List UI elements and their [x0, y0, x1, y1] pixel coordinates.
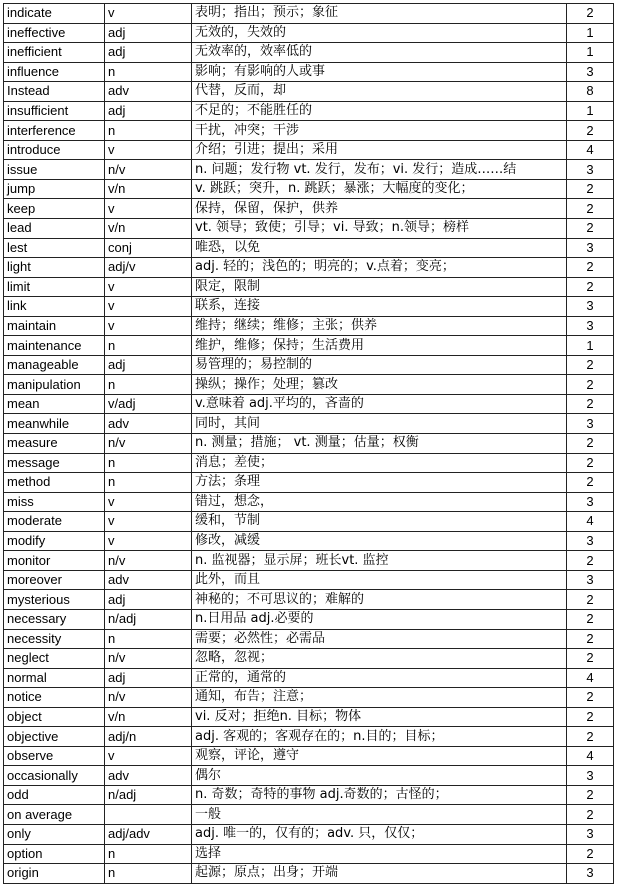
table-row [4, 277, 614, 297]
part-of-speech-cell: n/v [105, 688, 192, 708]
word-cell: influence [4, 62, 105, 82]
frequency-cell: 2 [567, 199, 614, 219]
frequency-cell: 4 [567, 746, 614, 766]
word-cell: lest [4, 238, 105, 258]
word-cell: on average [4, 805, 105, 825]
table-row [4, 82, 614, 102]
word-cell: necessary [4, 609, 105, 629]
meaning-cell: 缓和，节制 [192, 512, 567, 532]
table-row [4, 316, 614, 336]
word-cell: jump [4, 179, 105, 199]
meaning-cell: 维护，维修；保持；生活费用 [192, 336, 567, 356]
table-row [4, 179, 614, 199]
frequency-cell: 2 [567, 688, 614, 708]
part-of-speech-cell: v [105, 512, 192, 532]
meaning-cell: n. 监视器；显示屏；班长vt. 监控 [192, 551, 567, 571]
meaning-cell: 不足的；不能胜任的 [192, 101, 567, 121]
part-of-speech-cell: v [105, 297, 192, 317]
word-cell: insufficient [4, 101, 105, 121]
part-of-speech-cell: n [105, 844, 192, 864]
meaning-cell: 观察，评论，遵守 [192, 746, 567, 766]
meaning-cell: 易管理的；易控制的 [192, 355, 567, 375]
table-row [4, 199, 614, 219]
frequency-cell: 2 [567, 355, 614, 375]
frequency-cell: 2 [567, 4, 614, 24]
table-row [4, 160, 614, 180]
frequency-cell: 2 [567, 590, 614, 610]
word-cell: Instead [4, 82, 105, 102]
frequency-cell: 3 [567, 766, 614, 786]
meaning-cell: 同时，其间 [192, 414, 567, 434]
part-of-speech-cell: v [105, 140, 192, 160]
word-cell: inefficient [4, 43, 105, 63]
word-cell: modify [4, 531, 105, 551]
frequency-cell: 2 [567, 727, 614, 747]
frequency-cell: 3 [567, 414, 614, 434]
word-cell: odd [4, 785, 105, 805]
meaning-cell: 影响；有影响的人或事 [192, 62, 567, 82]
part-of-speech-cell: n [105, 121, 192, 141]
part-of-speech-cell: v [105, 746, 192, 766]
word-cell: object [4, 707, 105, 727]
meaning-cell: 神秘的；不可思议的；难解的 [192, 590, 567, 610]
frequency-cell: 3 [567, 824, 614, 844]
part-of-speech-cell: adj [105, 23, 192, 43]
frequency-cell: 2 [567, 707, 614, 727]
table-row [4, 805, 614, 825]
frequency-cell: 1 [567, 101, 614, 121]
meaning-cell: 操纵；操作；处理；篡改 [192, 375, 567, 395]
word-cell: indicate [4, 4, 105, 24]
table-row [4, 219, 614, 239]
meaning-cell: 此外，而且 [192, 570, 567, 590]
vocabulary-table [3, 3, 614, 884]
word-cell: observe [4, 746, 105, 766]
meaning-cell: vi. 反对；拒绝n. 目标；物体 [192, 707, 567, 727]
part-of-speech-cell: v [105, 4, 192, 24]
table-row [4, 707, 614, 727]
frequency-cell: 2 [567, 844, 614, 864]
part-of-speech-cell: adj [105, 43, 192, 63]
word-cell: moderate [4, 512, 105, 532]
table-row [4, 844, 614, 864]
table-row [4, 609, 614, 629]
word-cell: mysterious [4, 590, 105, 610]
frequency-cell: 3 [567, 316, 614, 336]
meaning-cell: 代替，反而，却 [192, 82, 567, 102]
table-row [4, 355, 614, 375]
word-cell: measure [4, 434, 105, 454]
meaning-cell: 介绍；引进；提出；采用 [192, 140, 567, 160]
table-row [4, 824, 614, 844]
table-row [4, 4, 614, 24]
table-row [4, 551, 614, 571]
frequency-cell: 3 [567, 864, 614, 884]
part-of-speech-cell: v/adj [105, 394, 192, 414]
frequency-cell: 3 [567, 160, 614, 180]
table-row [4, 336, 614, 356]
meaning-cell: 错过，想念， [192, 492, 567, 512]
part-of-speech-cell: n [105, 375, 192, 395]
word-cell: method [4, 473, 105, 493]
table-row [4, 434, 614, 454]
frequency-cell: 3 [567, 238, 614, 258]
table-row [4, 512, 614, 532]
meaning-cell: 需要；必然性；必需品 [192, 629, 567, 649]
table-row [4, 492, 614, 512]
word-cell: manipulation [4, 375, 105, 395]
frequency-cell: 3 [567, 570, 614, 590]
frequency-cell: 2 [567, 473, 614, 493]
frequency-cell: 2 [567, 805, 614, 825]
frequency-cell: 2 [567, 277, 614, 297]
word-cell: miss [4, 492, 105, 512]
word-cell: objective [4, 727, 105, 747]
frequency-cell: 3 [567, 492, 614, 512]
frequency-cell: 4 [567, 668, 614, 688]
meaning-cell: v.意味着 adj.平均的，吝啬的 [192, 394, 567, 414]
meaning-cell: 消息；差使； [192, 453, 567, 473]
frequency-cell: 1 [567, 336, 614, 356]
frequency-cell: 3 [567, 297, 614, 317]
table-row [4, 688, 614, 708]
part-of-speech-cell: v [105, 316, 192, 336]
word-cell: neglect [4, 649, 105, 669]
part-of-speech-cell: n/v [105, 160, 192, 180]
table-row [4, 23, 614, 43]
table-row [4, 727, 614, 747]
part-of-speech-cell: n/v [105, 649, 192, 669]
part-of-speech-cell: n [105, 629, 192, 649]
table-row [4, 414, 614, 434]
word-cell: only [4, 824, 105, 844]
frequency-cell: 2 [567, 375, 614, 395]
part-of-speech-cell: adj [105, 355, 192, 375]
table-row [4, 590, 614, 610]
table-row [4, 258, 614, 278]
meaning-cell: 选择 [192, 844, 567, 864]
table-row [4, 62, 614, 82]
frequency-cell: 4 [567, 140, 614, 160]
part-of-speech-cell: n/v [105, 551, 192, 571]
part-of-speech-cell: n/v [105, 434, 192, 454]
word-cell: normal [4, 668, 105, 688]
meaning-cell: 表明；指出；预示；象征 [192, 4, 567, 24]
part-of-speech-cell: n/adj [105, 785, 192, 805]
part-of-speech-cell: adj/adv [105, 824, 192, 844]
meaning-cell: 修改，减缓 [192, 531, 567, 551]
word-cell: ineffective [4, 23, 105, 43]
meaning-cell: n.日用品 adj.必要的 [192, 609, 567, 629]
word-cell: origin [4, 864, 105, 884]
frequency-cell: 2 [567, 629, 614, 649]
part-of-speech-cell: adj [105, 590, 192, 610]
meaning-cell: 干扰，冲突；干涉 [192, 121, 567, 141]
meaning-cell: 起源；原点；出身；开端 [192, 864, 567, 884]
meaning-cell: vt. 领导；致使；引导；vi. 导致；n.领导；榜样 [192, 219, 567, 239]
word-cell: moreover [4, 570, 105, 590]
frequency-cell: 2 [567, 453, 614, 473]
word-cell: maintain [4, 316, 105, 336]
meaning-cell: 忽略，忽视； [192, 649, 567, 669]
meaning-cell: adj. 客观的；客观存在的；n.目的；目标； [192, 727, 567, 747]
part-of-speech-cell: adj/n [105, 727, 192, 747]
table-row [4, 140, 614, 160]
frequency-cell: 2 [567, 121, 614, 141]
word-cell: introduce [4, 140, 105, 160]
word-cell: monitor [4, 551, 105, 571]
part-of-speech-cell: n [105, 62, 192, 82]
word-cell: light [4, 258, 105, 278]
word-cell: link [4, 297, 105, 317]
table-row [4, 668, 614, 688]
word-cell: issue [4, 160, 105, 180]
meaning-cell: 限定，限制 [192, 277, 567, 297]
frequency-cell: 3 [567, 531, 614, 551]
part-of-speech-cell: adv [105, 766, 192, 786]
table-row [4, 785, 614, 805]
meaning-cell: v. 跳跃；突升，n. 跳跃；暴涨；大幅度的变化； [192, 179, 567, 199]
table-row [4, 649, 614, 669]
table-row [4, 864, 614, 884]
table-row [4, 473, 614, 493]
frequency-cell: 2 [567, 609, 614, 629]
meaning-cell: 通知，布告；注意； [192, 688, 567, 708]
word-cell: option [4, 844, 105, 864]
frequency-cell: 2 [567, 649, 614, 669]
table-row [4, 121, 614, 141]
part-of-speech-cell: n [105, 864, 192, 884]
frequency-cell: 2 [567, 551, 614, 571]
word-cell: notice [4, 688, 105, 708]
table-row [4, 531, 614, 551]
table-row [4, 297, 614, 317]
word-cell: keep [4, 199, 105, 219]
part-of-speech-cell: conj [105, 238, 192, 258]
frequency-cell: 2 [567, 394, 614, 414]
frequency-cell: 2 [567, 785, 614, 805]
table-row [4, 375, 614, 395]
table-row [4, 101, 614, 121]
frequency-cell: 2 [567, 258, 614, 278]
frequency-cell: 2 [567, 434, 614, 454]
part-of-speech-cell: n [105, 336, 192, 356]
part-of-speech-cell: adv [105, 570, 192, 590]
word-cell: meanwhile [4, 414, 105, 434]
part-of-speech-cell: v/n [105, 179, 192, 199]
table-row [4, 746, 614, 766]
meaning-cell: n. 问题；发行物 vt. 发行，发布；vi. 发行；造成……结 [192, 160, 567, 180]
meaning-cell: 一般 [192, 805, 567, 825]
part-of-speech-cell: v/n [105, 707, 192, 727]
word-cell: lead [4, 219, 105, 239]
meaning-cell: n. 测量；措施； vt. 测量；估量；权衡 [192, 434, 567, 454]
word-cell: occasionally [4, 766, 105, 786]
frequency-cell: 8 [567, 82, 614, 102]
meaning-cell: 无效率的，效率低的 [192, 43, 567, 63]
part-of-speech-cell: v/n [105, 219, 192, 239]
frequency-cell: 1 [567, 43, 614, 63]
part-of-speech-cell: v [105, 199, 192, 219]
part-of-speech-cell [105, 805, 192, 825]
word-cell: mean [4, 394, 105, 414]
meaning-cell: 联系，连接 [192, 297, 567, 317]
table-row [4, 43, 614, 63]
word-cell: message [4, 453, 105, 473]
part-of-speech-cell: adj [105, 668, 192, 688]
table-row [4, 570, 614, 590]
meaning-cell: adj. 轻的；浅色的；明亮的；v.点着；变亮； [192, 258, 567, 278]
part-of-speech-cell: v [105, 531, 192, 551]
part-of-speech-cell: v [105, 277, 192, 297]
part-of-speech-cell: n/adj [105, 609, 192, 629]
table-row [4, 766, 614, 786]
part-of-speech-cell: adj/v [105, 258, 192, 278]
table-row [4, 629, 614, 649]
meaning-cell: 无效的，失效的 [192, 23, 567, 43]
word-cell: interference [4, 121, 105, 141]
meaning-cell: n. 奇数；奇特的事物 adj.奇数的；古怪的； [192, 785, 567, 805]
part-of-speech-cell: adj [105, 101, 192, 121]
vocabulary-table-body [4, 4, 614, 884]
frequency-cell: 1 [567, 23, 614, 43]
frequency-cell: 3 [567, 62, 614, 82]
part-of-speech-cell: adv [105, 82, 192, 102]
meaning-cell: 保持，保留，保护，供养 [192, 199, 567, 219]
part-of-speech-cell: adv [105, 414, 192, 434]
word-cell: manageable [4, 355, 105, 375]
word-cell: limit [4, 277, 105, 297]
part-of-speech-cell: v [105, 492, 192, 512]
meaning-cell: 唯恐，以免 [192, 238, 567, 258]
meaning-cell: 偶尔 [192, 766, 567, 786]
meaning-cell: adj. 唯一的，仅有的；adv. 只，仅仅； [192, 824, 567, 844]
table-row [4, 238, 614, 258]
table-row [4, 394, 614, 414]
word-cell: maintenance [4, 336, 105, 356]
frequency-cell: 2 [567, 219, 614, 239]
frequency-cell: 4 [567, 512, 614, 532]
meaning-cell: 方法；条理 [192, 473, 567, 493]
word-cell: necessity [4, 629, 105, 649]
table-row [4, 453, 614, 473]
part-of-speech-cell: n [105, 453, 192, 473]
meaning-cell: 维持；继续；维修；主张；供养 [192, 316, 567, 336]
meaning-cell: 正常的，通常的 [192, 668, 567, 688]
part-of-speech-cell: n [105, 473, 192, 493]
frequency-cell: 2 [567, 179, 614, 199]
